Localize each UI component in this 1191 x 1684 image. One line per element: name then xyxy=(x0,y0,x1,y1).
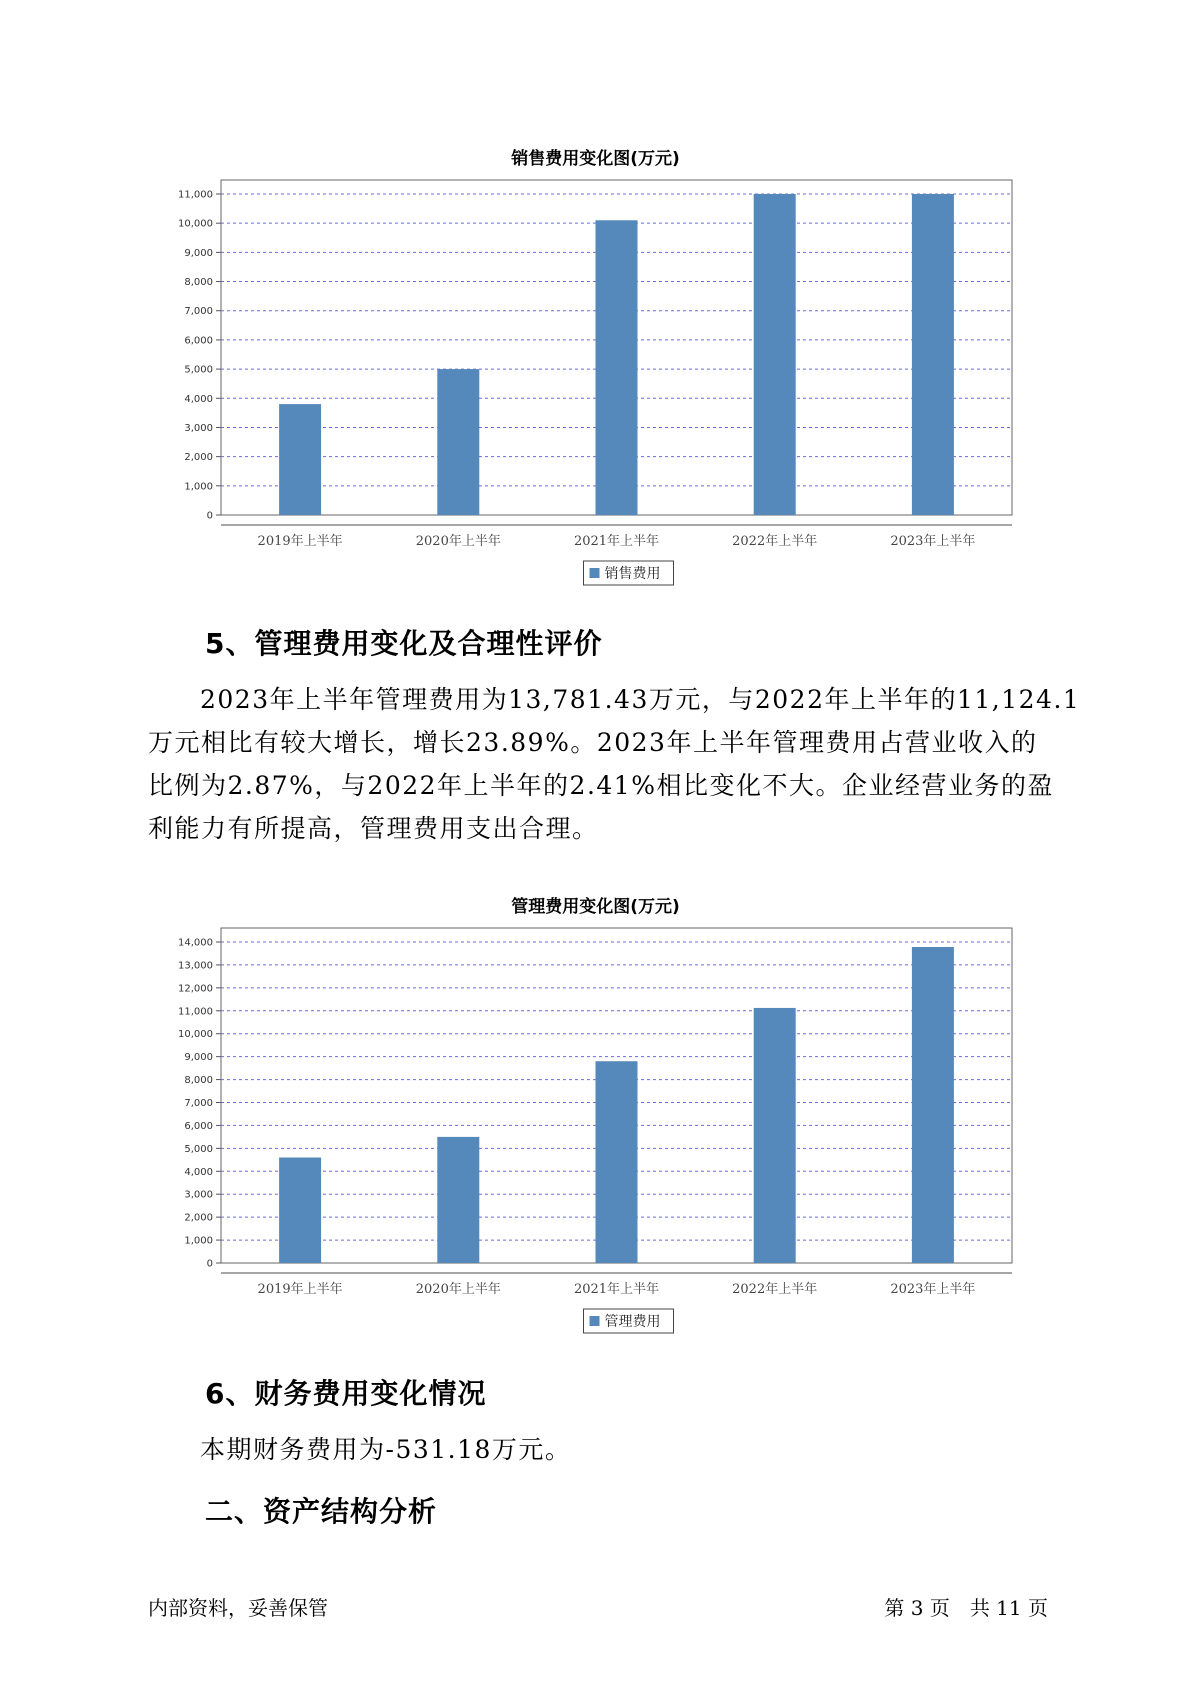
y-tick-label: 2,000 xyxy=(184,452,213,464)
x-category-label: 2023年上半年 xyxy=(890,534,976,549)
y-tick-label: 5,000 xyxy=(184,364,213,376)
y-tick-label: 4,000 xyxy=(184,393,213,405)
y-tick-label: 9,000 xyxy=(184,1052,213,1064)
y-tick-label: 0 xyxy=(206,1258,213,1270)
y-tick-label: 6,000 xyxy=(184,1120,213,1132)
x-category-label: 2022年上半年 xyxy=(732,1282,818,1297)
legend-label: 管理费用 xyxy=(604,1314,661,1330)
bar xyxy=(279,1158,321,1263)
bar xyxy=(279,404,321,515)
section-5-line-2: 万元相比有较大增长，增长23.89%。2023年上半年管理费用占营业收入的 xyxy=(148,728,1038,757)
y-tick-label: 12,000 xyxy=(178,983,213,995)
y-tick-label: 11,000 xyxy=(178,1006,213,1018)
y-tick-label: 8,000 xyxy=(184,1075,213,1087)
y-tick-label: 3,000 xyxy=(184,422,213,434)
y-tick-label: 1,000 xyxy=(184,481,213,493)
legend-label: 销售费用 xyxy=(604,566,661,582)
bar xyxy=(596,1061,638,1263)
y-tick-label: 14,000 xyxy=(178,937,213,949)
bar xyxy=(437,1137,479,1263)
x-category-label: 2023年上半年 xyxy=(890,1282,976,1297)
x-category-label: 2019年上半年 xyxy=(257,534,343,549)
y-tick-label: 10,000 xyxy=(178,1029,213,1041)
y-tick-label: 5,000 xyxy=(184,1143,213,1155)
x-category-label: 2020年上半年 xyxy=(415,1282,501,1297)
y-tick-label: 8,000 xyxy=(184,277,213,289)
x-category-label: 2019年上半年 xyxy=(257,1282,343,1297)
bar xyxy=(437,369,479,515)
chart-title-admin: 管理费用变化图(万元) xyxy=(511,897,680,917)
footer-page-number: 第 3 页 共 11 页 xyxy=(884,1596,1048,1620)
x-category-label: 2020年上半年 xyxy=(415,534,501,549)
section-5-line-1: 2023年上半年管理费用为13,781.43万元，与2022年上半年的11,124.1 xyxy=(200,685,1081,714)
chart-title-sales: 销售费用变化图(万元) xyxy=(511,149,680,169)
section-5-line-3: 比例为2.87%，与2022年上半年的2.41%相比变化不大。企业经营业务的盈 xyxy=(148,771,1054,800)
y-tick-label: 0 xyxy=(206,510,213,522)
legend-swatch xyxy=(590,568,600,578)
y-tick-label: 3,000 xyxy=(184,1189,213,1201)
section-6-text: 本期财务费用为-531.18万元。 xyxy=(200,1435,572,1464)
y-tick-label: 1,000 xyxy=(184,1235,213,1247)
bar xyxy=(912,947,954,1263)
section-5-heading: 5、管理费用变化及合理性评价 xyxy=(205,627,603,660)
y-tick-label: 11,000 xyxy=(178,189,213,201)
bar xyxy=(754,194,796,515)
x-category-label: 2021年上半年 xyxy=(573,534,660,549)
y-tick-label: 9,000 xyxy=(184,247,213,259)
admin-expense-chart xyxy=(0,918,1191,1338)
section-2-heading: 二、资产结构分析 xyxy=(205,1495,438,1528)
y-tick-label: 2,000 xyxy=(184,1212,213,1224)
section-6-heading: 6、财务费用变化情况 xyxy=(205,1377,487,1410)
footer-confidential-note: 内部资料，妥善保管 xyxy=(148,1596,328,1620)
y-tick-label: 7,000 xyxy=(184,306,213,318)
bar xyxy=(596,220,638,515)
bar xyxy=(754,1008,796,1263)
x-category-label: 2021年上半年 xyxy=(573,1282,660,1297)
y-tick-label: 13,000 xyxy=(178,960,213,972)
y-tick-label: 7,000 xyxy=(184,1098,213,1109)
sales-expense-chart xyxy=(0,170,1191,590)
y-tick-label: 10,000 xyxy=(178,218,213,230)
x-category-label: 2022年上半年 xyxy=(732,534,818,549)
bar xyxy=(912,194,954,515)
y-tick-label: 6,000 xyxy=(184,335,213,347)
section-5-line-4: 利能力有所提高，管理费用支出合理。 xyxy=(148,814,599,843)
y-tick-label: 4,000 xyxy=(184,1166,213,1178)
legend-swatch xyxy=(590,1316,600,1326)
